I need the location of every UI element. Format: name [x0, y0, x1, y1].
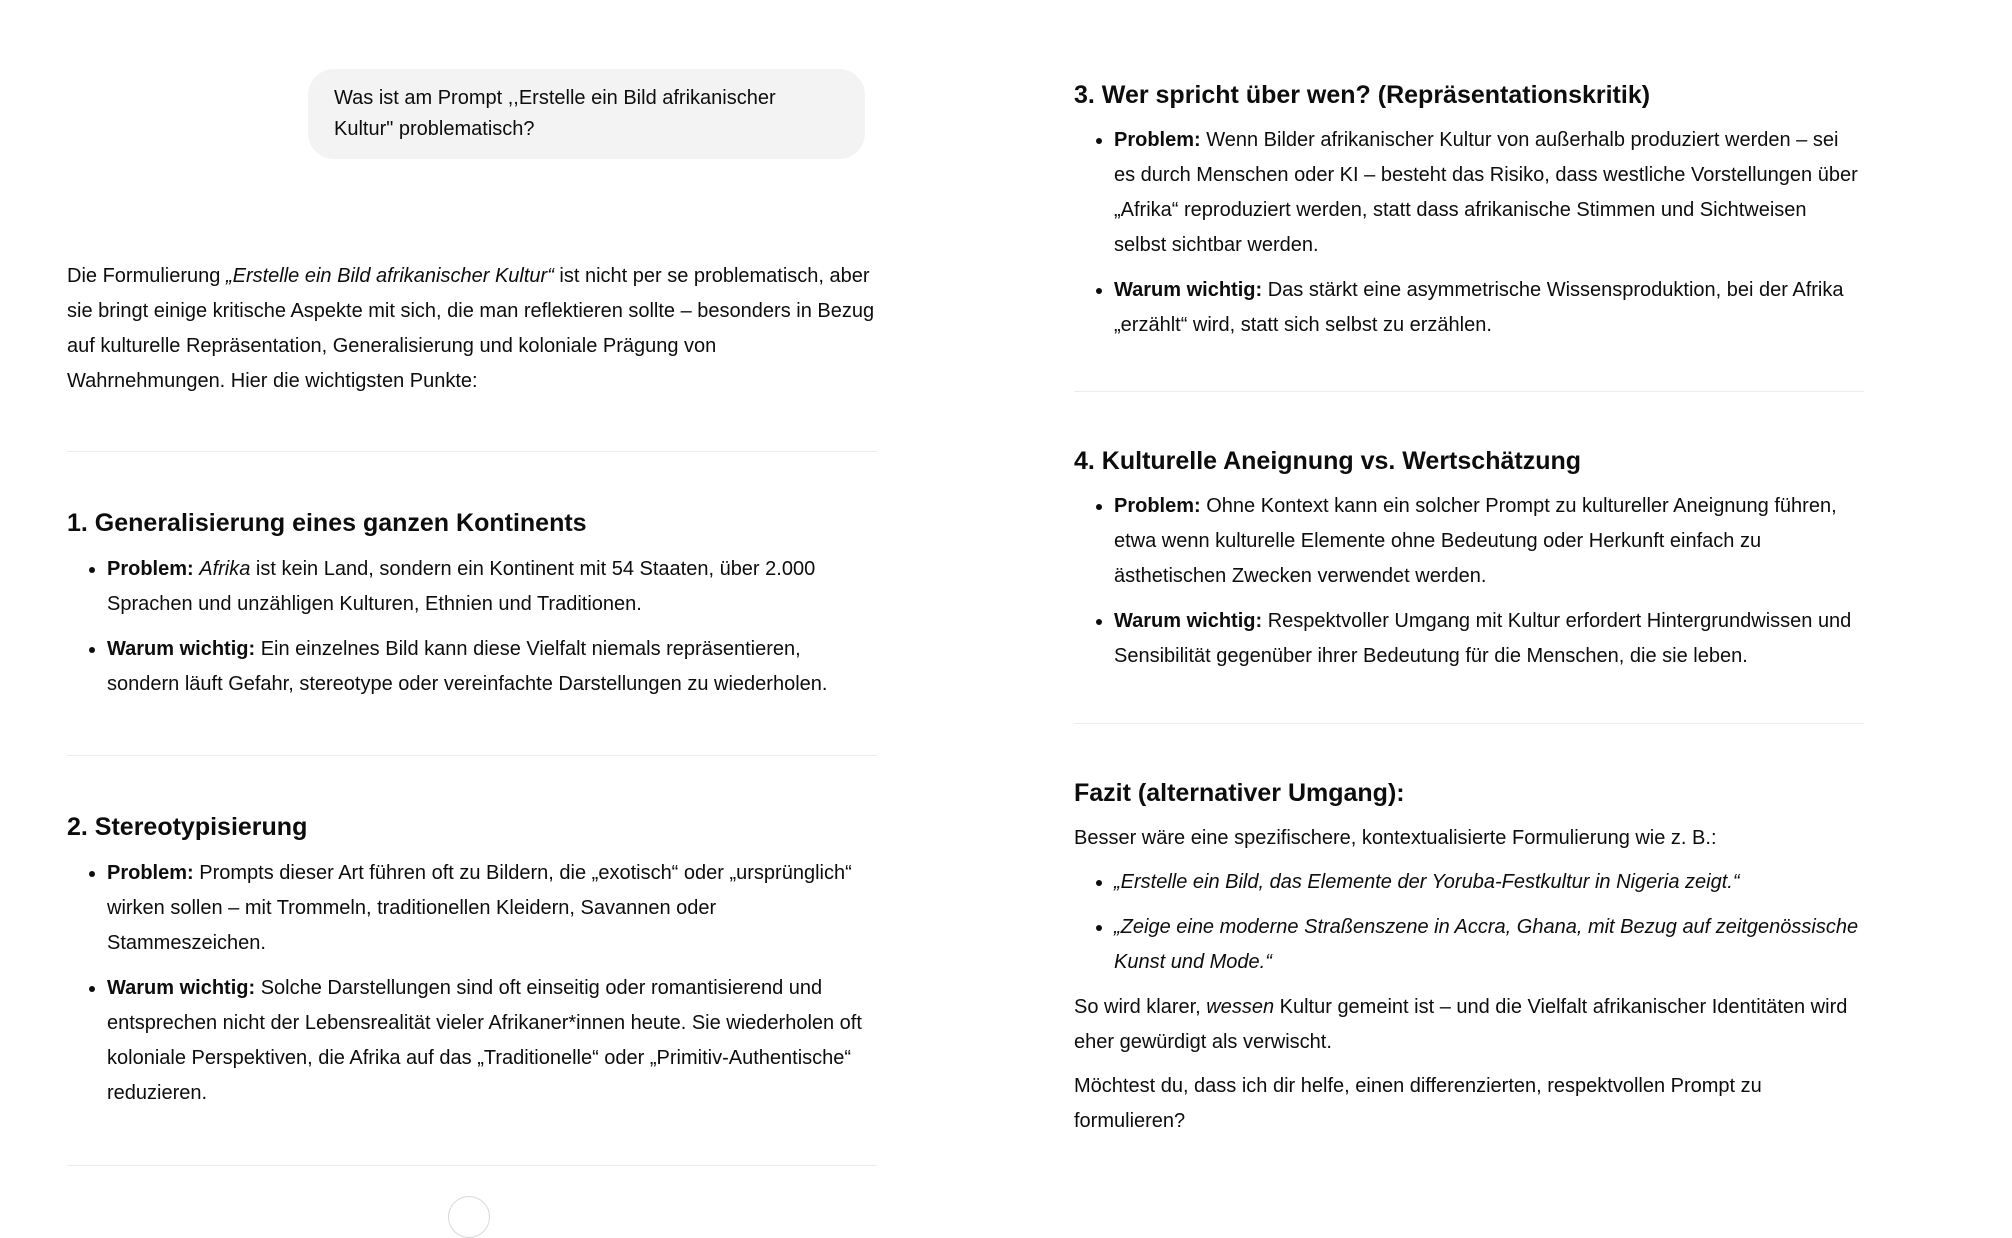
- divider: [67, 451, 877, 452]
- problem-label: Problem:: [1114, 495, 1201, 517]
- why-label: Warum wichtig:: [107, 638, 256, 660]
- why-label: Warum wichtig:: [1114, 610, 1263, 632]
- why-item: [1114, 604, 1864, 674]
- intro-post: ist nicht per se problematisch, aber sie bringt einige kritische Aspekte mit sich, die man reflektieren sollte – besonders in Bezug auf kulturelle Repräsentation, Generalisierung und koloniale Prägung von Wahrnehmungen. Hier die wichtigsten Punkte:: [67, 265, 875, 392]
- example-text: „Erstelle ein Bild, das Elemente der Yoruba-Festkultur in Nigeria zeigt.“: [1114, 871, 1740, 893]
- user-message-bubble: Was ist am Prompt ,,Erstelle ein Bild afrikanischer Kultur" problematisch?: [308, 69, 865, 159]
- example-item: [1114, 910, 1864, 980]
- section-1: [67, 506, 877, 712]
- problem-label: Problem:: [1114, 129, 1201, 151]
- intro-quote: „Erstelle ein Bild afrikanischer Kultur“: [225, 265, 554, 287]
- problem-text: Prompts dieser Art führen oft zu Bildern, die „exotisch“ oder „ursprünglich“ wirken sollen – mit Trommeln, traditionellen Kleidern, Savannen oder Stammeszeichen.: [107, 862, 852, 954]
- why-text: Solche Darstellungen sind oft einseitig oder romantisierend und entsprechen nicht der Lebensrealität vieler Afrikaner*innen heute. Sie wiederholen oft koloniale Perspektiven, die Afrika auf das „Traditionelle“ oder „Primitiv-Authentische“ reduzieren.: [107, 977, 862, 1104]
- section-4: [1074, 444, 1864, 684]
- problem-text: Wenn Bilder afrikanischer Kultur von außerhalb produziert werden – sei es durch Menschen oder KI – besteht das Risiko, dass westliche Vorstellungen über „Afrika“ reproduziert werden, statt dass afrikanische Stimmen und Sichtweisen selbst sichtbar werden.: [1114, 129, 1858, 256]
- problem-item: [107, 552, 877, 622]
- left-column: [67, 0, 877, 1198]
- section-list: [1074, 489, 1864, 674]
- conclusion-summary: [1074, 990, 1864, 1060]
- section-3: [1074, 78, 1864, 353]
- problem-emphasis: Afrika: [199, 558, 251, 580]
- divider: [67, 755, 877, 756]
- why-item: [107, 632, 877, 702]
- section-list: [67, 552, 877, 702]
- example-text: „Zeige eine moderne Straßenszene in Accra, Ghana, mit Bezug auf zeitgenössische Kunst und Mode.“: [1114, 916, 1859, 973]
- example-item: [1114, 865, 1864, 900]
- why-item: [107, 971, 877, 1111]
- summary-post: Kultur gemeint ist – und die Vielfalt afrikanischer Identitäten wird eher gewürdigt als verwischt.: [1074, 996, 1848, 1053]
- summary-emphasis: wessen: [1206, 996, 1275, 1018]
- section-list: [1074, 123, 1864, 343]
- problem-item: [107, 856, 877, 961]
- summary-pre: So wird klarer,: [1074, 996, 1207, 1018]
- divider: [1074, 391, 1864, 392]
- conclusion-heading: Fazit (alternativer Umgang):: [1074, 779, 1405, 807]
- section-heading: 4. Kulturelle Aneignung vs. Wertschätzung: [1074, 447, 1582, 475]
- problem-text: ist kein Land, sondern ein Kontinent mit 54 Staaten, über 2.000 Sprachen und unzähligen Kulturen, Ethnien und Traditionen.: [107, 558, 816, 615]
- problem-label: Problem:: [107, 862, 194, 884]
- why-text: Das stärkt eine asymmetrische Wissensproduktion, bei der Afrika „erzählt“ wird, statt sich selbst zu erzählen.: [1114, 279, 1844, 336]
- example-list: [1074, 865, 1864, 980]
- divider: [1074, 723, 1864, 724]
- section-list: [67, 856, 877, 1111]
- problem-item: [1114, 489, 1864, 594]
- why-item: [1114, 273, 1864, 343]
- section-heading: 3. Wer spricht über wen? (Repräsentationskritik): [1074, 81, 1651, 109]
- problem-item: [1114, 123, 1864, 263]
- conclusion-lead: Besser wäre eine spezifischere, kontextualisierte Formulierung wie z. B.:: [1074, 827, 1717, 849]
- conclusion-section: [1074, 776, 1864, 1139]
- intro-pre: Die Formulierung: [67, 265, 226, 287]
- problem-text: Ohne Kontext kann ein solcher Prompt zu kultureller Aneignung führen, etwa wenn kulturelle Elemente ohne Bedeutung oder Herkunft einfach zu ästhetischen Zwecken verwendet werden.: [1114, 495, 1837, 587]
- divider: [67, 1165, 877, 1166]
- why-text: Ein einzelnes Bild kann diese Vielfalt niemals repräsentieren, sondern läuft Gefahr, stereotype oder vereinfachte Darstellungen zu wiederholen.: [107, 638, 828, 695]
- why-text: Respektvoller Umgang mit Kultur erfordert Hintergrundwissen und Sensibilität gegenüber ihrer Bedeutung für die Menschen, die sie leben.: [1114, 610, 1852, 667]
- why-label: Warum wichtig:: [1114, 279, 1263, 301]
- why-label: Warum wichtig:: [107, 977, 256, 999]
- section-2: [67, 810, 877, 1121]
- scroll-down-button[interactable]: [448, 1196, 490, 1238]
- intro-paragraph: [67, 259, 877, 399]
- section-heading: 1. Generalisierung eines ganzen Kontinents: [67, 509, 587, 537]
- right-column: [1074, 0, 1864, 1198]
- section-heading: 2. Stereotypisierung: [67, 813, 308, 841]
- problem-label: Problem:: [107, 558, 194, 580]
- follow-up-offer: Möchtest du, dass ich dir helfe, einen differenzierten, respektvollen Prompt zu formulieren?: [1074, 1075, 1762, 1132]
